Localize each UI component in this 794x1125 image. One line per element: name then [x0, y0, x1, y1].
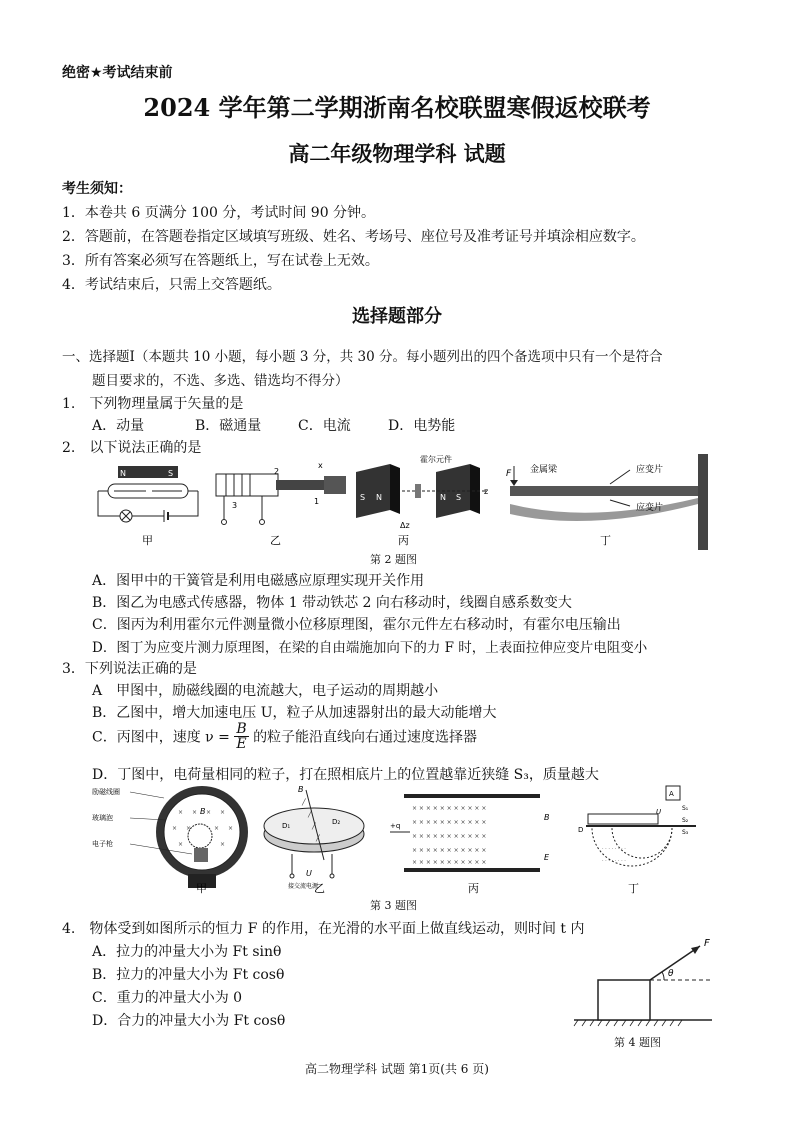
q4-figure: [572, 936, 722, 1032]
svg-text:× × × × × × × × × × ×: × × × × × × × × × × ×: [412, 805, 487, 812]
fig-label-bing: 丙: [398, 534, 409, 547]
confidential-mark: 绝密★考试结束前: [62, 65, 173, 81]
svg-text:B: B: [200, 807, 206, 816]
notice-item: 3．所有答案必须写在答题纸上，写在试卷上无效。: [62, 253, 379, 269]
fraction-denominator: E: [236, 736, 247, 752]
notice-item: 2．答题前，在答题卷指定区域填写班级、姓名、考场号、座位号及准考证号并填涂相应数字。: [62, 229, 645, 245]
q3-option-d: D．丁图中，电荷量相同的粒子，打在照相底片上的位置越靠近狭缝 S₃，质量越大: [92, 767, 599, 783]
svg-text:3: 3: [232, 501, 238, 510]
svg-text:接交流电源: 接交流电源: [288, 883, 319, 890]
svg-text:励磁线圈: 励磁线圈: [92, 788, 120, 796]
fig-label-jia: 甲: [142, 534, 153, 547]
svg-text:B: B: [544, 813, 550, 822]
q1-option-a: A．动量: [92, 418, 145, 434]
notice-heading: 考生须知：: [62, 181, 132, 197]
q2-option-b: B．图乙为电感式传感器，物体 1 带动铁芯 2 向右移动时，线圈自感系数变大: [92, 595, 572, 611]
svg-text:D₁: D₁: [282, 822, 291, 830]
svg-text:N: N: [376, 493, 382, 502]
svg-text:×: ×: [220, 841, 226, 848]
svg-text:霍尔元件: 霍尔元件: [420, 455, 452, 464]
svg-text:· · · · · · · ·: · · · · · · · ·: [602, 858, 626, 864]
fig-label-ding: 丁: [628, 882, 639, 894]
svg-text:Δz: Δz: [400, 521, 410, 530]
q3-option-c: [92, 722, 477, 751]
q2-figure: [90, 454, 730, 550]
svg-text:应变片: 应变片: [636, 465, 664, 475]
svg-text:U: U: [656, 808, 662, 816]
svg-text:×: ×: [186, 825, 192, 832]
svg-text:╱: ╱: [312, 823, 316, 830]
svg-text:D₂: D₂: [332, 818, 341, 826]
exam-title: 2024 学年第二学期浙南名校联盟寒假返校联考: [143, 93, 651, 122]
q3-caption: 第 3 题图: [370, 899, 417, 912]
q2-caption: 第 2 题图: [370, 553, 417, 566]
q4-caption: 第 4 题图: [614, 1036, 661, 1049]
svg-text:E: E: [544, 853, 550, 862]
svg-text:A: A: [669, 790, 674, 798]
notice-item: 4．考试结束后，只需上交答题纸。: [62, 277, 281, 293]
svg-text:×: ×: [220, 809, 226, 816]
svg-text:玻璃泡: 玻璃泡: [92, 814, 113, 822]
q4-stem: 4. 物体受到如图所示的恒力 F 的作用，在光滑的水平面上做直线运动，则时间 t 内: [62, 921, 585, 937]
svg-text:S₁: S₁: [682, 805, 689, 812]
svg-text:+q: +q: [390, 822, 401, 830]
svg-text:金属梁: 金属梁: [530, 465, 558, 475]
fig-label-bing: 丙: [468, 882, 479, 894]
reed-switch-diagram: [98, 466, 198, 522]
fig-label-jia: 甲: [196, 882, 207, 894]
svg-text:应变片: 应变片: [636, 503, 664, 513]
svg-text:S: S: [360, 493, 366, 502]
svg-text:D: D: [578, 826, 584, 834]
q1-option-d: D．电势能: [388, 418, 456, 434]
svg-text:╱: ╱: [308, 811, 312, 818]
q2-option-d: D．图丁为应变片测力原理图，在梁的自由端施加向下的力 F 时，上表面拉伸应变片电阻变小: [92, 640, 648, 656]
electron-beam-tube: [92, 786, 248, 888]
q1-option-c: C．电流: [298, 418, 351, 434]
section-title: 选择题部分: [352, 306, 442, 327]
q1-stem: 1. 下列物理量属于矢量的是: [62, 396, 244, 412]
fig-label-yi: 乙: [314, 882, 325, 894]
theta-label: θ: [668, 969, 674, 979]
cyclotron-diagram: [264, 785, 364, 890]
svg-text:z: z: [484, 487, 489, 496]
svg-text:B: B: [298, 785, 304, 794]
q4-option-d: D．合力的冲量大小为 Ft cosθ: [92, 1013, 286, 1029]
mass-spectrometer-diagram: [578, 786, 696, 866]
svg-text:× × × × × × × × × × ×: × × × × × × × × × × ×: [412, 833, 487, 840]
q3-option-c-prefix: C．丙图中，速度 ν =: [92, 729, 230, 746]
q3-option-c-suffix: 的粒子能沿直线向右通过速度选择器: [253, 729, 478, 746]
svg-text:×: ×: [228, 825, 234, 832]
notice-item: 1．本卷共 6 页满分 100 分，考试时间 90 分钟。: [62, 205, 376, 221]
svg-text:N: N: [120, 469, 126, 478]
svg-text:S: S: [168, 469, 174, 478]
q3-stem: 3．下列说法正确的是: [62, 661, 197, 677]
svg-text:×: ×: [172, 825, 178, 832]
q3-option-a: A 甲图中，励磁线圈的电流越大，电子运动的周期越小: [92, 683, 439, 699]
q3-option-b: B．乙图中，增大加速电压 U，粒子从加速器射出的最大动能增大: [92, 705, 497, 721]
part-instruction-cont: 题目要求的，不选、多选、错选均不得分）: [92, 373, 349, 389]
svg-text:×: ×: [192, 809, 198, 816]
q4-option-b: B．拉力的冲量大小为 Ft cosθ: [92, 967, 285, 983]
q2-stem: 2. 以下说法正确的是: [62, 440, 202, 456]
q3-figure: [92, 784, 702, 894]
velocity-fraction: [234, 722, 248, 751]
svg-text:x: x: [318, 461, 323, 470]
hall-element-diagram: [356, 454, 488, 530]
svg-text:N: N: [440, 493, 446, 502]
svg-text:· · · · · · · ·: · · · · · · · ·: [602, 846, 626, 852]
q2-option-c: C．图丙为利用霍尔元件测量微小位移原理图，霍尔元件左右移动时，有霍尔电压输出: [92, 617, 621, 633]
svg-text:×: ×: [214, 825, 220, 832]
svg-text:电子枪: 电子枪: [92, 840, 113, 848]
page-footer: 高二物理学科 试题 第1页(共 6 页): [305, 1062, 489, 1076]
svg-text:S₃: S₃: [682, 829, 689, 836]
svg-text:F: F: [506, 469, 512, 479]
inductive-sensor-diagram: [216, 461, 346, 525]
svg-text:×: ×: [178, 809, 184, 816]
svg-text:U: U: [306, 869, 312, 878]
svg-text:S₂: S₂: [682, 817, 689, 824]
exam-subtitle: 高二年级物理学科 试题: [288, 141, 506, 166]
q4-option-c: C．重力的冲量大小为 0: [92, 990, 243, 1006]
q4-option-a: A．拉力的冲量大小为 Ft sinθ: [92, 944, 282, 960]
svg-text:╱: ╱: [316, 835, 320, 842]
q2-option-a: A．图甲中的干簧管是利用电磁感应原理实现开关作用: [92, 573, 425, 589]
velocity-selector-diagram: [390, 794, 550, 872]
force-label: F: [704, 938, 710, 949]
fraction-numerator: B: [236, 721, 247, 737]
svg-text:×: ×: [178, 841, 184, 848]
svg-text:╱: ╱: [302, 799, 306, 806]
svg-text:2: 2: [274, 467, 280, 476]
part-instruction: 一、选择题Ⅰ（本题共 10 小题，每小题 3 分，共 30 分。每小题列出的四个备选项中只有一个是符合: [62, 349, 663, 365]
fig-label-ding: 丁: [600, 534, 611, 547]
svg-text:S: S: [456, 493, 462, 502]
svg-text:× × × × × × × × × × ×: × × × × × × × × × × ×: [412, 859, 487, 866]
svg-text:× × × × × × × × × × ×: × × × × × × × × × × ×: [412, 847, 487, 854]
q1-option-b: B．磁通量: [195, 418, 262, 434]
fig-label-yi: 乙: [270, 534, 281, 547]
svg-text:× × × × × × × × × × ×: × × × × × × × × × × ×: [412, 819, 487, 826]
svg-text:×: ×: [206, 809, 212, 816]
svg-text:1: 1: [314, 497, 320, 506]
